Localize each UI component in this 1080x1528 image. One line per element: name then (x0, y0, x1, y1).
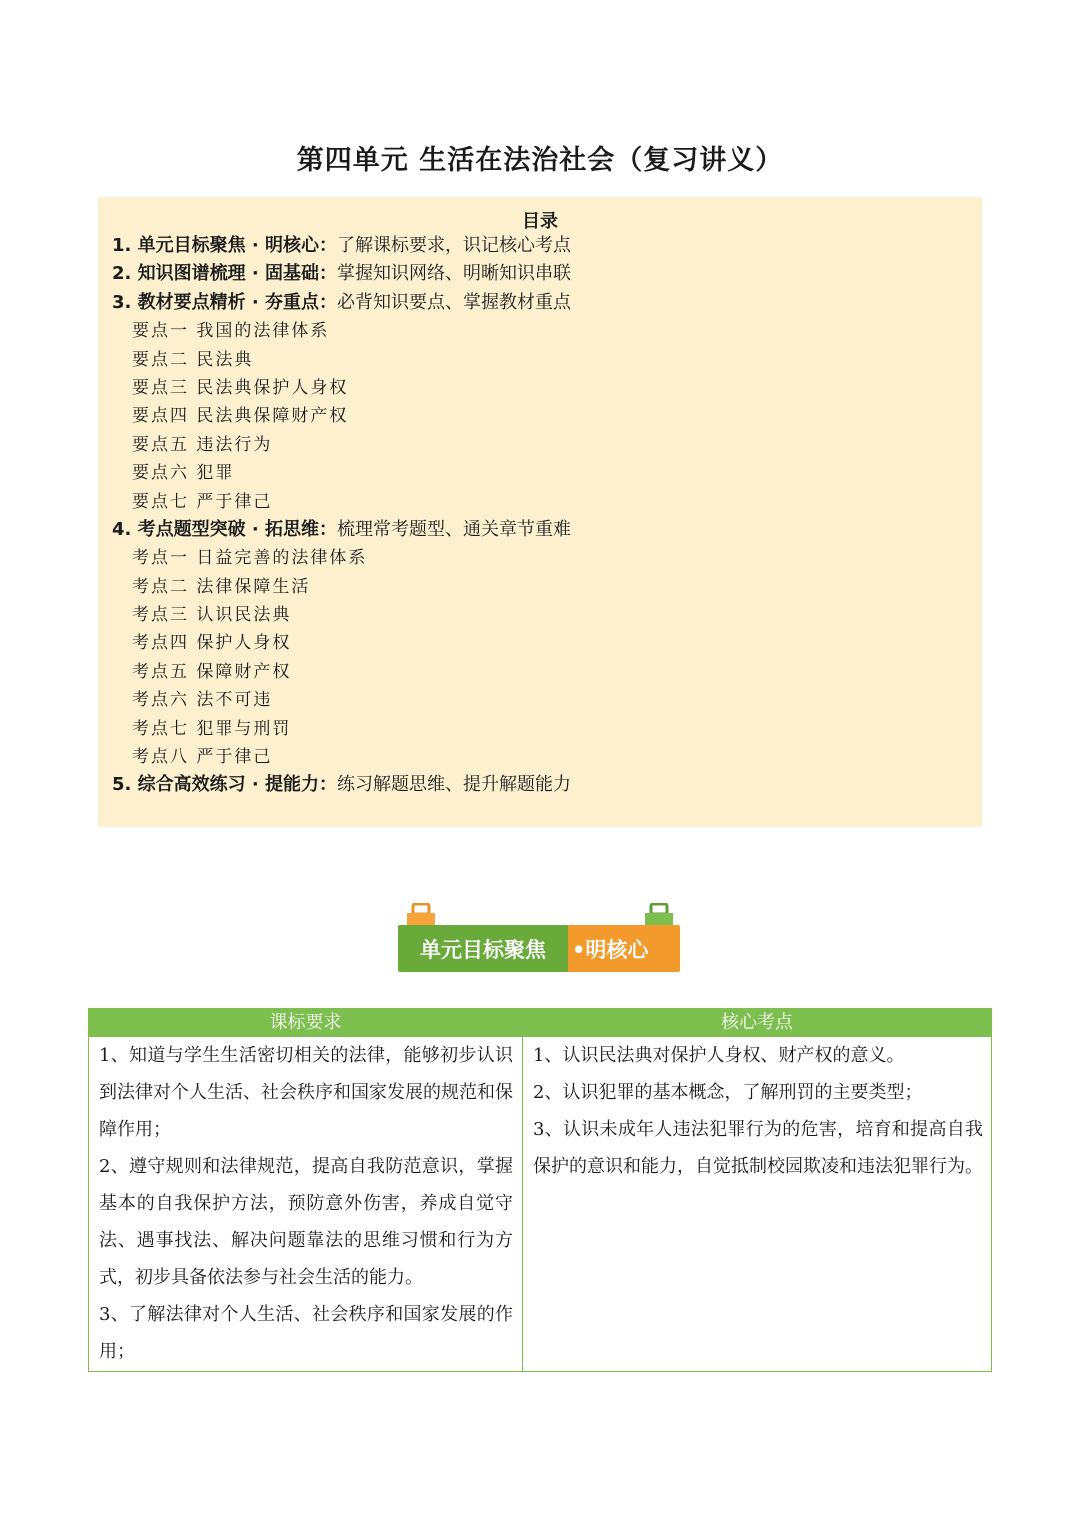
toc-exam-point[interactable]: 考点五 保障财产权 (132, 661, 292, 682)
toc-section[interactable]: 3. 教材要点精析 · 夯重点：必背知识要点、掌握教材重点 (112, 291, 571, 313)
toc-key-point[interactable]: 要点六 犯罪 (132, 463, 235, 484)
list-item: 2、遵守规则和法律规范，提高自我防范意识，掌握基本的自我保护方法，预防意外伤害，养成自觉守法、遇事找法、解决问题靠法的思维习惯和行为方式，初步具备依法参与社会生活的能力。 (99, 1156, 513, 1288)
toc-exam-point[interactable]: 考点八 严于律己 (132, 747, 273, 768)
toc-exam-point[interactable]: 考点四 保护人身权 (132, 633, 292, 654)
page-title: 第四单元 生活在法治社会（复习讲义） (296, 145, 784, 176)
toc-exam-point[interactable]: 考点三 认识民法典 (132, 605, 292, 626)
list-item: 3、了解法律对个人生活、社会秩序和国家发展的作用； (99, 1304, 513, 1362)
toc-key-point[interactable]: 要点四 民法典保障财产权 (132, 406, 349, 427)
list-item: 1、认识民法典对保护人身权、财产权的意义。 (533, 1045, 905, 1066)
toc-section[interactable]: 5. 综合高效练习 · 提能力：练习解题思维、提升解题能力 (112, 774, 571, 796)
banner-main-label: 单元目标聚焦 (398, 925, 568, 972)
list-item: 3、认识未成年人违法犯罪行为的危害，培育和提高自我保护的意识和能力，自觉抵制校园欺凌和违法犯罪行为。 (533, 1119, 983, 1177)
objectives-table (88, 1008, 992, 1372)
table-header-core-points: 核心考点 (523, 1009, 991, 1037)
toc-heading: 目录 (522, 211, 558, 232)
toc-exam-point[interactable]: 考点六 法不可违 (132, 690, 273, 711)
toc-exam-point[interactable]: 考点七 犯罪与刑罚 (132, 718, 292, 739)
table-of-contents (98, 197, 982, 827)
toc-section[interactable]: 4. 考点题型突破 · 拓思维：梳理常考题型、通关章节重难 (112, 518, 571, 540)
list-item: 2、认识犯罪的基本概念，了解刑罚的主要类型； (533, 1082, 923, 1103)
toc-key-point[interactable]: 要点二 民法典 (132, 349, 254, 370)
toc-exam-point[interactable]: 考点一 日益完善的法律体系 (132, 548, 368, 569)
core-exam-points (533, 1037, 983, 1185)
toc-key-point[interactable]: 要点五 违法行为 (132, 434, 273, 455)
section-banner (398, 903, 682, 973)
banner-accent-label: •明核心 (568, 925, 680, 972)
toc-section[interactable]: 2. 知识图谱梳理 · 固基础：掌握知识网络、明晰知识串联 (112, 263, 571, 285)
toc-key-point[interactable]: 要点一 我国的法律体系 (132, 321, 330, 342)
column-divider (522, 1009, 523, 1371)
table-header-curriculum: 课标要求 (89, 1009, 522, 1037)
list-item: 1、知道与学生生活密切相关的法律，能够初步认识到法律对个人生活、社会秩序和国家发展的规范和保障作用； (99, 1045, 513, 1140)
toc-exam-point[interactable]: 考点二 法律保障生活 (132, 576, 311, 597)
toc-key-point[interactable]: 要点三 民法典保护人身权 (132, 377, 349, 398)
toc-section[interactable]: 1. 单元目标聚焦 · 明核心：了解课标要求，识记核心考点 (112, 235, 571, 256)
toc-key-point[interactable]: 要点七 严于律己 (132, 491, 273, 512)
curriculum-requirements (99, 1037, 513, 1370)
